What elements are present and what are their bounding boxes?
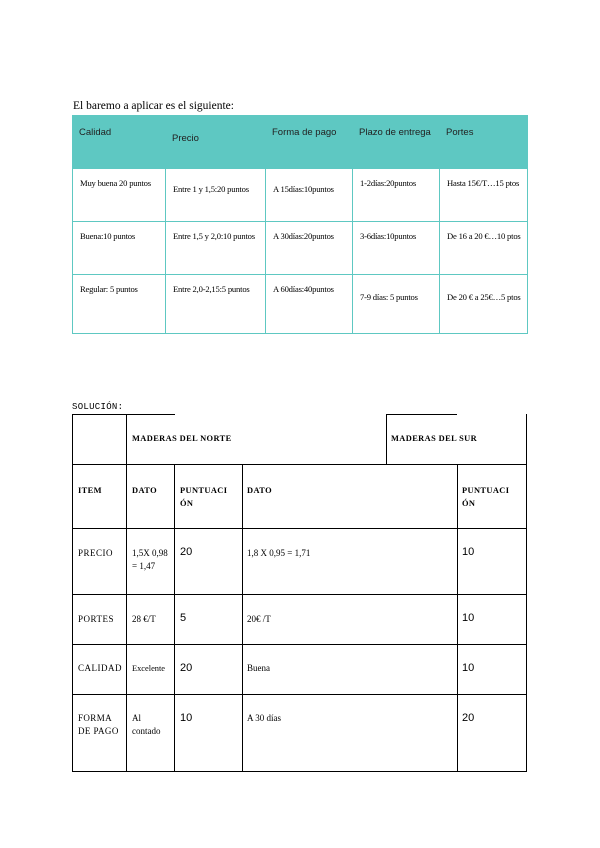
column-header-puntuacion-b: PUNTUACI ÓN	[462, 486, 510, 508]
cell: De 16 a 20 €…10 ptos	[440, 222, 528, 275]
cell: Entre 1,5 y 2,0:10 puntos	[166, 222, 266, 275]
cell: Muy buena 20 puntos	[73, 169, 166, 222]
table-row	[73, 222, 528, 275]
baremo-table	[72, 115, 528, 334]
puntuacion-a-precio: 20	[180, 546, 193, 558]
header-plazo-entrega: Plazo de entrega	[353, 116, 440, 169]
cell: 7-9 días: 5 puntos	[353, 275, 440, 334]
cell: 3-6días:10puntos	[353, 222, 440, 275]
item-calidad: CALIDAD	[78, 663, 122, 673]
cell: A 60días:40puntos	[266, 275, 353, 334]
header-forma-pago: Forma de pago	[266, 116, 353, 169]
cell: Entre 2,0-2,15:5 puntos	[166, 275, 266, 334]
dato-a-precio: 1,5X 0,98 = 1,47	[132, 548, 168, 571]
puntuacion-b-precio: 10	[462, 546, 475, 558]
cell: A 15días:10puntos	[266, 169, 353, 222]
dato-b-forma-de-pago: A 30 días	[247, 713, 282, 723]
puntuacion-a-forma-de-pago: 10	[180, 712, 193, 724]
cell: 1-2días:20puntos	[353, 169, 440, 222]
dato-a-forma-de-pago: Al contado	[132, 713, 161, 736]
column-header-puntuacion-a: PUNTUACI ÓN	[180, 486, 228, 508]
cell: Regular: 5 puntos	[73, 275, 166, 334]
puntuacion-a-portes: 5	[180, 612, 187, 624]
column-header-item: ITEM	[78, 486, 102, 495]
dato-a-portes: 28 €/T	[132, 614, 156, 624]
table-row	[73, 275, 528, 334]
cell: A 30días:20puntos	[266, 222, 353, 275]
company-a-heading: MADERAS DEL NORTE	[132, 434, 232, 443]
puntuacion-a-calidad: 20	[180, 662, 193, 674]
intro-text: El baremo a aplicar es el siguiente:	[73, 100, 234, 112]
solution-label: SOLUCIÓN:	[72, 402, 124, 412]
dato-b-calidad: Buena	[247, 663, 270, 673]
dato-b-portes: 20€ /T	[247, 614, 271, 624]
puntuacion-b-forma-de-pago: 20	[462, 712, 475, 724]
puntuacion-b-calidad: 10	[462, 662, 475, 674]
puntuacion-b-portes: 10	[462, 612, 475, 624]
header-precio: Precio	[166, 116, 266, 169]
table-row	[73, 169, 528, 222]
column-header-dato-b: DATO	[247, 486, 273, 495]
company-b-heading: MADERAS DEL SUR	[391, 434, 478, 443]
cell: Buena:10 puntos	[73, 222, 166, 275]
cell: Entre 1 y 1,5:20 puntos	[166, 169, 266, 222]
header-calidad: Calidad	[73, 116, 166, 169]
header-portes: Portes	[440, 116, 528, 169]
item-portes: PORTES	[78, 614, 114, 624]
dato-b-precio: 1,8 X 0,95 = 1,71	[247, 548, 311, 558]
cell: Hasta 15€/T…15 ptos	[440, 169, 528, 222]
cell: De 20 € a 25€…5 ptos	[440, 275, 528, 334]
item-precio: PRECIO	[78, 548, 114, 558]
column-header-dato-a: DATO	[132, 486, 158, 495]
baremo-header-row	[73, 116, 528, 169]
item-forma-de-pago: FORMA DE PAGO	[78, 713, 119, 736]
dato-a-calidad: Excelente	[132, 664, 166, 673]
